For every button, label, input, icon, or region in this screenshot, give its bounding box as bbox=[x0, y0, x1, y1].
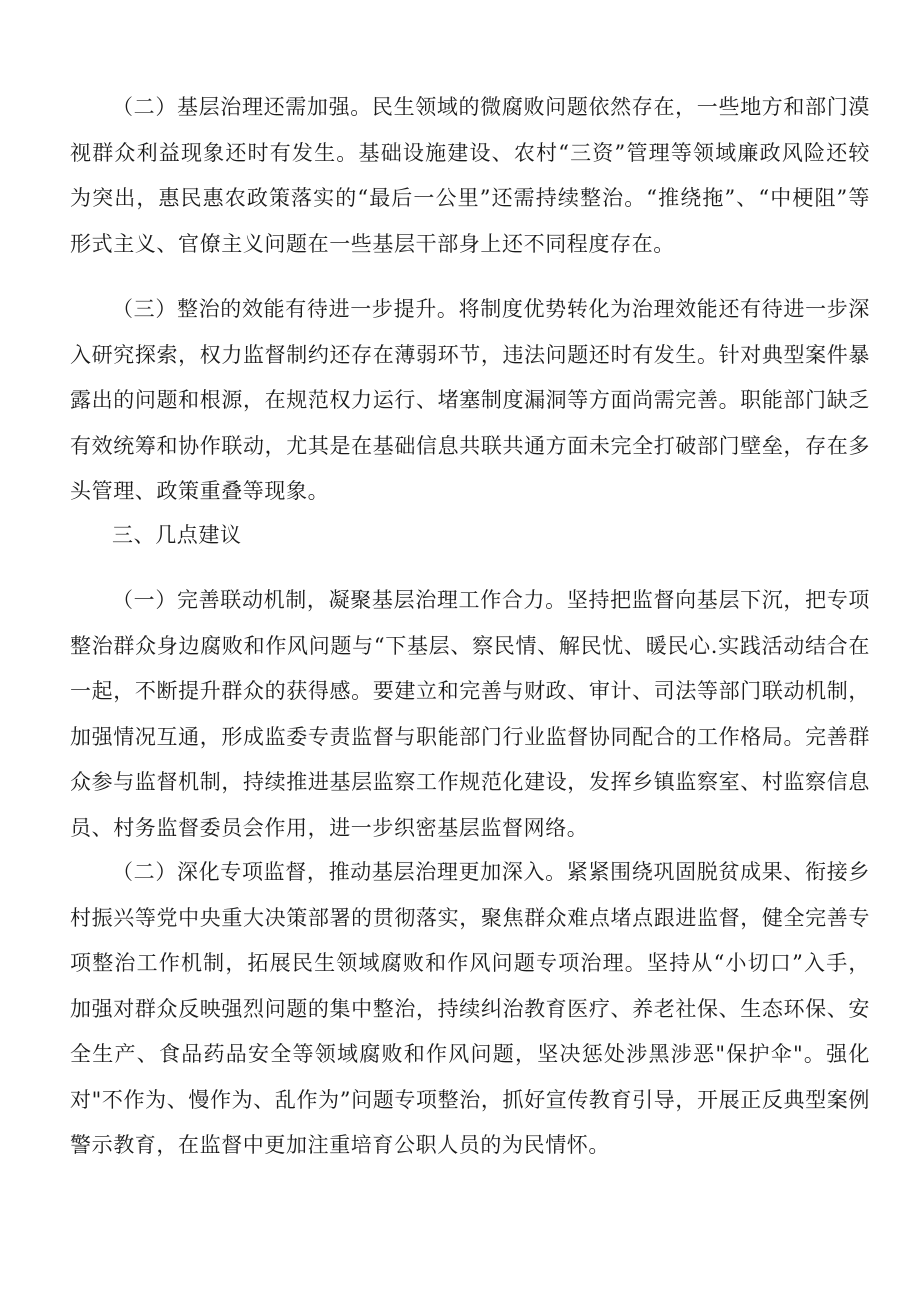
paragraph-basic-governance: （二）基层治理还需加强。民生领域的微腐败问题依然存在，一些地方和部门漠视群众利益现象还时有发生。基础设施建设、农村“三资”管理等领域廉政风险还较为突出，惠民惠农政策落实的“最后一公里”还需持续整治。“推绕拖”、“中梗阻”等形式主义、官僚主义问题在一些基层干部身上还不同程度存在。 bbox=[70, 95, 870, 256]
paragraph-linkage-mechanism: （一）完善联动机制，凝聚基层治理工作合力。坚持把监督向基层下沉，把专项整治群众身边腐败和作风问题与“下基层、察民情、解民忧、暖民心.实践活动结合在一起，不断提升群众的获得感。要建立和完善与财政、审计、司法等部门联动机制，加强情况互通，形成监委专责监督与职能部门行业监督协同配合的工作格局。完善群众参与监督机制，持续推进基层监察工作规范化建设，发挥乡镇监察室、村监察信息员、村务监督委员会作用，进一步织密基层监督网络。 bbox=[70, 588, 870, 840]
paragraph-special-supervision: （二）深化专项监督，推动基层治理更加深入。紧紧围绕巩固脱贫成果、衔接乡村振兴等党中央重大决策部署的贯彻落实，聚焦群众难点堵点跟进监督，健全完善专项整治工作机制，拓展民生领域腐败和作风问题专项治理。坚持从“小切口”入手，加强对群众反映强烈问题的集中整治，持续纠治教育医疗、养老社保、生态环保、安全生产、食品药品安全等领域腐败和作风问题，坚决惩处涉黑涉恶"保护伞"。强化对"不作为、慢作为、乱作为”问题专项整治，抓好宣传教育引导，开展正反典型案例警示教育，在监督中更加注重培育公职人员的为民情怀。 bbox=[70, 860, 870, 1157]
paragraph-remediation-efficiency: （三）整治的效能有待进一步提升。将制度优势转化为治理效能还有待进一步深入研究探索，权力监督制约还存在薄弱环节，违法问题还时有发生。针对典型案件暴露出的问题和根源，在规范权力运行、堵塞制度漏洞等方面尚需完善。职能部门缺乏有效统筹和协作联动，尤其是在基础信息共联共通方面未完全打破部门壁垒，存在多头管理、政策重叠等现象。 bbox=[70, 297, 870, 503]
section-heading-suggestions: 三、几点建议 bbox=[112, 523, 242, 547]
